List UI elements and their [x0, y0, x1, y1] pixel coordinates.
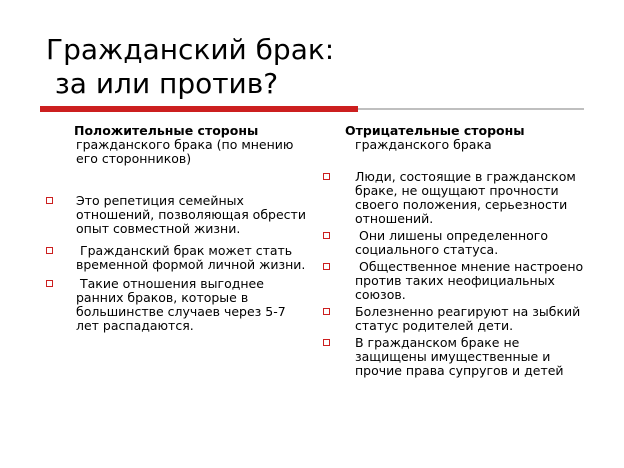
list-item-text: Люди, состоящие в гражданском браке, не ощущают прочности своего положения, серьезности отношений.: [355, 169, 576, 226]
square-bullet-icon: [323, 232, 330, 239]
list-item-text: Такие отношения выгоднее ранних браков, которые в большинстве случаев через 5-7 лет распадаются.: [76, 276, 290, 333]
negative-list: [323, 170, 591, 378]
list-item-text: Болезненно реагируют на зыбкий статус родителей дети.: [355, 304, 581, 333]
list-item: [323, 305, 591, 333]
square-bullet-icon: [46, 247, 53, 254]
list-item: [323, 170, 591, 226]
list-item: [46, 277, 308, 333]
square-bullet-icon: [323, 339, 330, 346]
square-bullet-icon: [323, 173, 330, 180]
list-item-text: В гражданском браке не защищены имущественные и прочие права супругов и детей: [355, 335, 564, 378]
list-item-text: Гражданский брак может стать временной формой личной жизни.: [76, 243, 306, 272]
list-item-text: Они лишены определенного социального статуса.: [355, 228, 553, 257]
square-bullet-icon: [323, 308, 330, 315]
square-bullet-icon: [46, 280, 53, 287]
list-item: [46, 194, 308, 236]
positive-column: [46, 124, 308, 338]
list-item: [323, 336, 591, 378]
slide-title: [46, 33, 586, 101]
title-line-2: за или против?: [46, 67, 279, 100]
square-bullet-icon: [323, 263, 330, 270]
title-line-1: Гражданский брак:: [46, 33, 335, 66]
square-bullet-icon: [46, 197, 53, 204]
list-item-text: Это репетиция семейных отношений, позволяющая обрести опыт совместной жизни.: [76, 193, 306, 236]
positive-heading: Положительные стороны: [74, 123, 259, 138]
negative-column: [323, 124, 591, 381]
negative-heading: Отрицательные стороны: [345, 123, 525, 138]
positive-subheading: гражданского брака (по мнению его сторонников): [76, 137, 294, 166]
title-underline-gray: [358, 108, 584, 110]
title-underline-red: [40, 106, 358, 112]
list-item: [323, 229, 591, 257]
list-item-text: Общественное мнение настроено против таких неофициальных союзов.: [355, 259, 588, 302]
list-item: [323, 260, 591, 302]
list-item: [46, 244, 308, 272]
negative-subheading: гражданского брака: [355, 137, 492, 152]
positive-list: [46, 194, 308, 333]
